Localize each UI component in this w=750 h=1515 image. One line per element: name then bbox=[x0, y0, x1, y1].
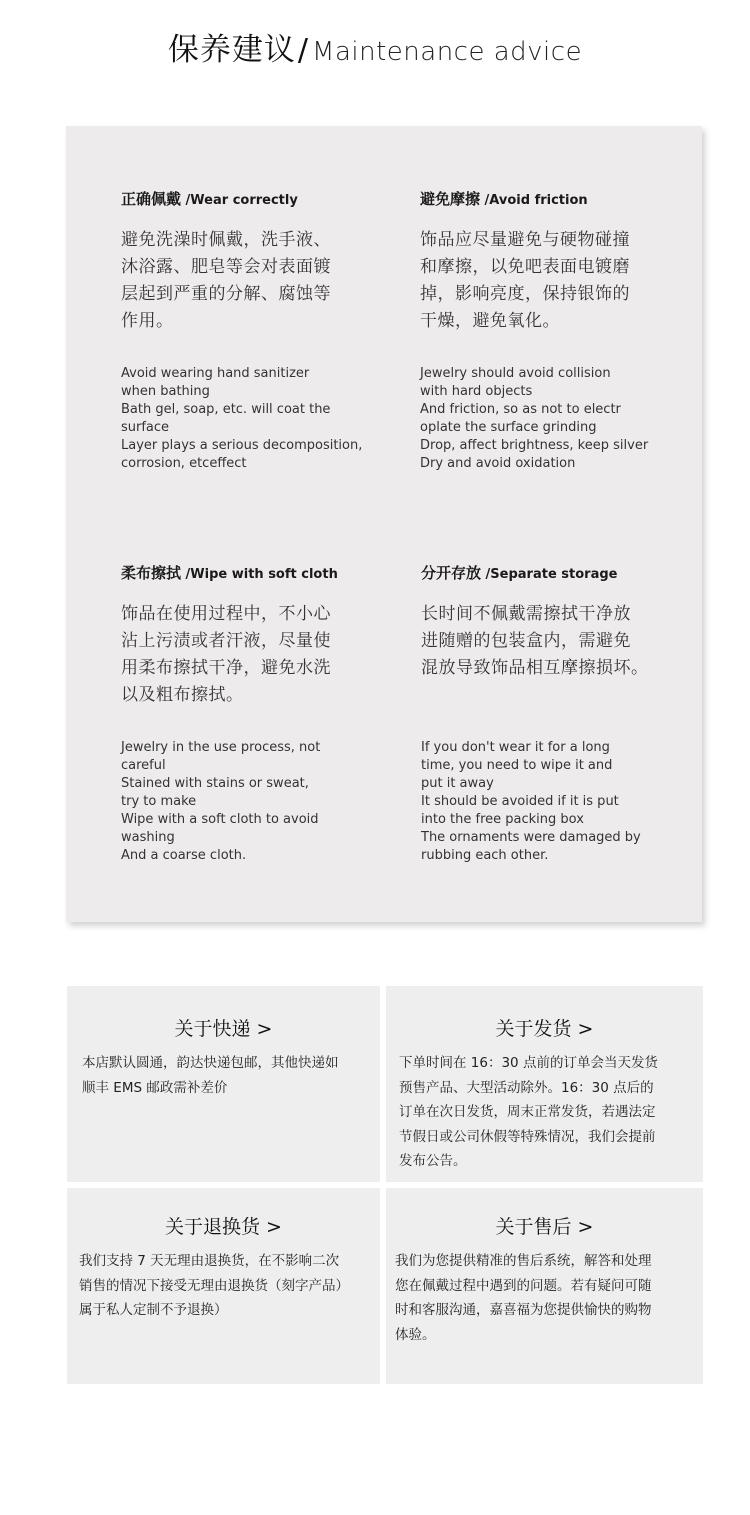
tip-title-en: /Avoid friction bbox=[480, 193, 588, 208]
tip-description-zh bbox=[121, 601, 411, 709]
title-slash: / bbox=[297, 33, 309, 68]
tip-description-en bbox=[121, 739, 411, 865]
en-line: put it away bbox=[421, 776, 494, 791]
tip-title-en: /Wear correctly bbox=[181, 193, 298, 208]
zh-line: 饰品应尽量避免与硬物碰撞 bbox=[420, 230, 630, 250]
en-line: Layer plays a serious decomposition, bbox=[121, 438, 363, 453]
tip-description-zh bbox=[420, 227, 710, 335]
tip-title bbox=[121, 562, 411, 583]
zh-line: 层起到严重的分解、腐蚀等 bbox=[121, 284, 331, 304]
info-line: 预售产品、大型活动除外。16：30 点后的 bbox=[399, 1079, 654, 1096]
info-box-shipping[interactable] bbox=[386, 986, 703, 1182]
en-line: Drop, affect brightness, keep silver bbox=[420, 438, 649, 453]
tip-wipe-soft-cloth bbox=[121, 562, 411, 865]
info-body bbox=[79, 1249, 377, 1323]
zh-line: 沐浴露、肥皂等会对表面镀 bbox=[121, 257, 331, 277]
tip-title bbox=[121, 188, 411, 209]
tip-title-zh: 分开存放 bbox=[421, 564, 482, 582]
info-line: 下单时间在 16：30 点前的订单会当天发货 bbox=[399, 1055, 658, 1071]
info-title-shipping-link[interactable]: 关于发货 > bbox=[495, 1018, 594, 1040]
tip-description-zh bbox=[421, 601, 711, 682]
tip-title-en: /Separate storage bbox=[481, 567, 618, 582]
zh-line: 长时间不佩戴需擦拭干净放 bbox=[421, 604, 631, 624]
en-line: Avoid wearing hand sanitizer bbox=[121, 366, 310, 381]
info-title-express-link[interactable]: 关于快递 > bbox=[174, 1018, 273, 1040]
info-box-after-sales[interactable] bbox=[386, 1188, 703, 1384]
info-line: 我们支持 7 天无理由退换货，在不影响二次 bbox=[79, 1253, 340, 1269]
en-line: Jewelry should avoid collision bbox=[420, 366, 611, 381]
zh-line: 以及粗布擦拭。 bbox=[121, 685, 244, 705]
tip-wear-correctly bbox=[121, 188, 411, 473]
zh-line: 避免洗澡时佩戴，洗手液、 bbox=[121, 230, 331, 250]
zh-line: 作用。 bbox=[121, 311, 174, 331]
zh-line: 沾上污渍或者汗液，尽量使 bbox=[121, 631, 331, 651]
tip-title bbox=[420, 188, 710, 209]
zh-line: 饰品在使用过程中，不小心 bbox=[121, 604, 331, 624]
info-body bbox=[399, 1051, 699, 1174]
en-line: washing bbox=[121, 830, 175, 845]
info-title-after-sales-link[interactable]: 关于售后 > bbox=[495, 1216, 594, 1238]
maintenance-panel bbox=[66, 126, 702, 922]
page-title-en: Maintenance advice bbox=[312, 37, 583, 67]
en-line: Dry and avoid oxidation bbox=[420, 456, 576, 471]
info-line: 体验。 bbox=[395, 1326, 436, 1343]
en-line: try to make bbox=[121, 794, 197, 809]
tip-description-en bbox=[420, 365, 710, 473]
info-body bbox=[395, 1249, 700, 1347]
info-box-express[interactable] bbox=[67, 986, 380, 1182]
en-line: It should be avoided if it is put bbox=[421, 794, 619, 809]
page-header bbox=[0, 24, 750, 69]
tip-description-zh bbox=[121, 227, 411, 335]
zh-line: 混放导致饰品相互摩擦损坏。 bbox=[421, 658, 649, 678]
en-line: careful bbox=[121, 758, 166, 773]
tip-separate-storage bbox=[421, 562, 711, 865]
en-line: Bath gel, soap, etc. will coat the bbox=[121, 402, 331, 417]
en-line: oplate the surface grinding bbox=[420, 420, 597, 435]
en-line: And friction, so as not to electr bbox=[420, 402, 621, 417]
en-line: corrosion, etceffect bbox=[121, 456, 247, 471]
zh-line: 和摩擦，以免吧表面电镀磨 bbox=[420, 257, 630, 277]
info-box-returns[interactable] bbox=[67, 1188, 380, 1384]
tip-title-zh: 正确佩戴 bbox=[121, 190, 182, 208]
tip-description-en bbox=[421, 739, 711, 865]
zh-line: 掉，影响亮度，保持银饰的 bbox=[420, 284, 630, 304]
tip-title-en: /Wipe with soft cloth bbox=[181, 567, 338, 582]
info-line: 订单在次日发货，周末正常发货，若遇法定 bbox=[399, 1104, 656, 1120]
info-line: 时和客服沟通，嘉喜福为您提供愉快的购物 bbox=[395, 1302, 652, 1318]
en-line: time, you need to wipe it and bbox=[421, 758, 613, 773]
info-line: 本店默认圆通，韵达快递包邮，其他快递如 bbox=[82, 1055, 339, 1071]
info-line: 节假日或公司休假等特殊情况，我们会提前 bbox=[399, 1128, 656, 1145]
info-line: 发布公告。 bbox=[399, 1153, 467, 1169]
info-title-returns-link[interactable]: 关于退换货 > bbox=[165, 1216, 282, 1238]
info-line: 属于私人定制不予退换） bbox=[79, 1302, 228, 1318]
info-line: 您在佩戴过程中遇到的问题。若有疑问可随 bbox=[395, 1277, 652, 1294]
en-line: Wipe with a soft cloth to avoid bbox=[121, 812, 319, 827]
info-line: 销售的情况下接受无理由退换货（刻字产品） bbox=[79, 1277, 349, 1294]
zh-line: 进随赠的包装盒内，需避免 bbox=[421, 631, 631, 651]
info-body bbox=[82, 1051, 377, 1100]
en-line: surface bbox=[121, 420, 170, 435]
tip-title-zh: 避免摩擦 bbox=[420, 190, 481, 208]
zh-line: 干燥，避免氧化。 bbox=[420, 311, 560, 331]
info-line: 顺丰 EMS 邮政需补差价 bbox=[82, 1079, 228, 1096]
zh-line: 用柔布擦拭干净，避免水洗 bbox=[121, 658, 331, 678]
en-line: rubbing each other. bbox=[421, 848, 549, 863]
tip-title-zh: 柔布擦拭 bbox=[121, 564, 182, 582]
tip-title bbox=[421, 562, 711, 583]
en-line: when bathing bbox=[121, 384, 210, 399]
en-line: into the free packing box bbox=[421, 812, 584, 827]
en-line: Stained with stains or sweat, bbox=[121, 776, 309, 791]
en-line: The ornaments were damaged by bbox=[421, 830, 641, 845]
page-title-zh: 保养建议 bbox=[167, 32, 296, 68]
tip-avoid-friction bbox=[420, 188, 710, 473]
tip-description-en bbox=[121, 365, 411, 473]
info-line: 我们为您提供精准的售后系统，解答和处理 bbox=[395, 1253, 652, 1269]
en-line: with hard objects bbox=[420, 384, 533, 399]
en-line: Jewelry in the use process, not bbox=[121, 740, 321, 755]
en-line: If you don't wear it for a long bbox=[421, 740, 610, 755]
en-line: And a coarse cloth. bbox=[121, 848, 247, 863]
